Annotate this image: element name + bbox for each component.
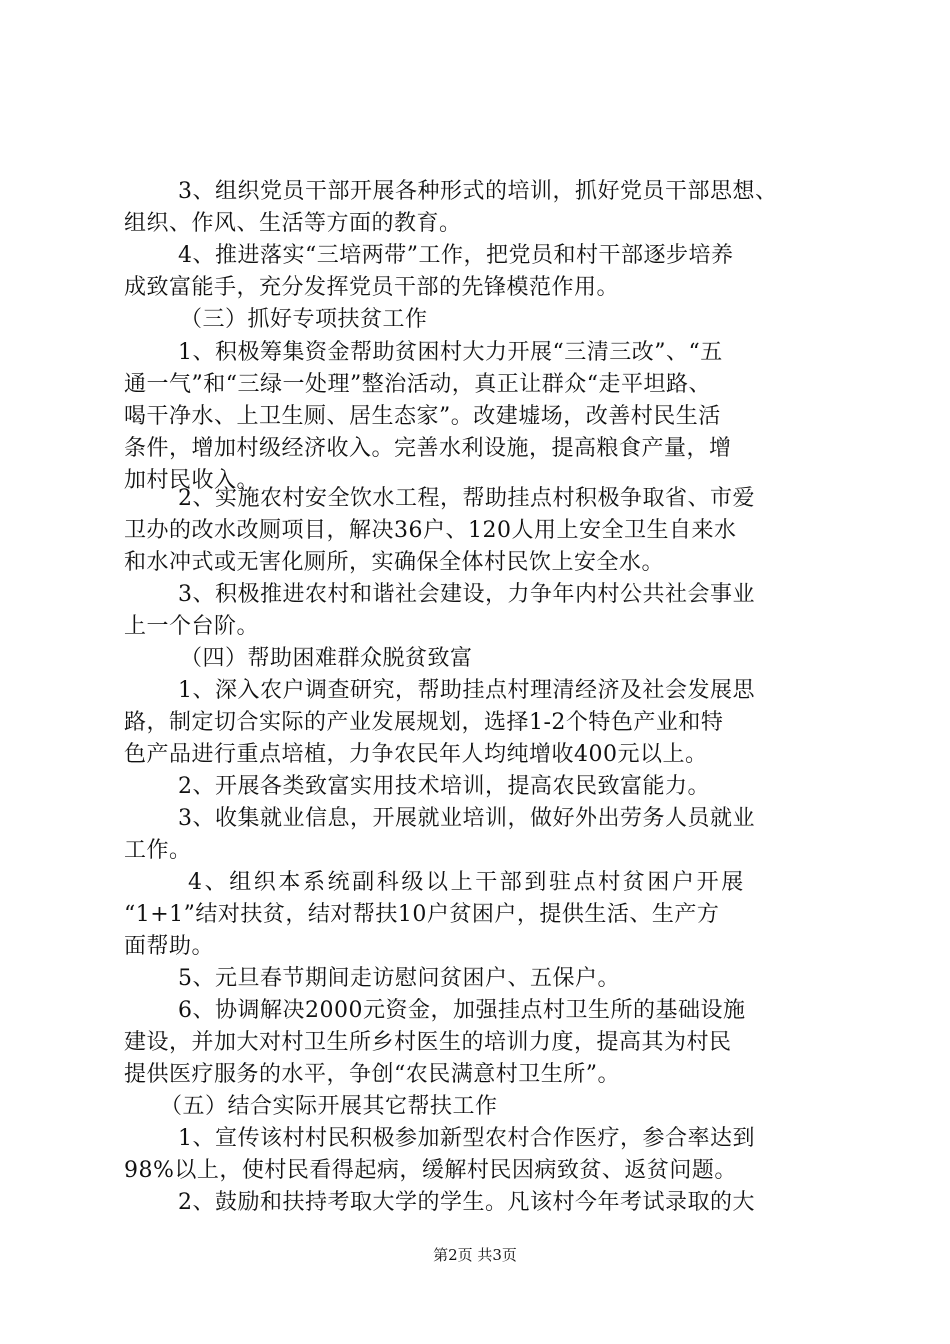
text-line: “1+1”结对扶贫，结对帮扶10户贫困户，提供生活、生产方 <box>124 902 720 927</box>
text-line: 成致富能手，充分发挥党员干部的先锋模范作用。 <box>124 275 620 300</box>
text-line: 1、深入农户调查研究，帮助挂点村理清经济及社会发展思 <box>178 678 755 703</box>
text-line: 6、协调解决2000元资金，加强挂点村卫生所的基础设施 <box>178 998 746 1023</box>
section-heading: （四）帮助困难群众脱贫致富 <box>180 646 473 671</box>
text-line: 2、实施农村安全饮水工程，帮助挂点村积极争取省、市爱 <box>178 486 755 511</box>
text-line: 3、组织党员干部开展各种形式的培训，抓好党员干部思想、 <box>178 179 778 204</box>
text-line: 加村民收入。 <box>124 468 260 493</box>
section-heading: （三）抓好专项扶贫工作 <box>180 307 428 332</box>
text-line: 1、宣传该村村民积极参加新型农村合作医疗，参合率达到 <box>178 1126 755 1151</box>
text-line: 建设，并加大对村卫生所乡村医生的培训力度，提高其为村民 <box>124 1030 732 1055</box>
text-line: 卫办的改水改厕项目，解决36户、120人用上安全卫生自来水 <box>124 518 737 543</box>
text-line: 4、组织本系统副科级以上干部到驻点村贫困户开展 <box>188 870 746 895</box>
page-footer: 第2页 共3页 <box>433 1246 517 1264</box>
text-line: 色产品进行重点培植，力争农民年人均纯增收400元以上。 <box>124 742 708 767</box>
text-line: 和水冲式或无害化厕所，实确保全体村民饮上安全水。 <box>124 550 665 575</box>
text-line: 2、开展各类致富实用技术培训，提高农民致富能力。 <box>178 774 710 799</box>
text-line: 3、收集就业信息，开展就业培训，做好外出劳务人员就业 <box>178 806 755 831</box>
text-line: 98%以上，使村民看得起病，缓解村民因病致贫、返贫问题。 <box>124 1158 737 1183</box>
text-line: 上一个台阶。 <box>124 614 260 639</box>
text-line: 5、元旦春节期间走访慰问贫困户、五保户。 <box>178 966 620 991</box>
text-line: 工作。 <box>124 838 192 863</box>
text-line: 1、积极筹集资金帮助贫困村大力开展“三清三改”、“五 <box>178 340 723 365</box>
text-line: 条件，增加村级经济收入。完善水利设施，提高粮食产量，增 <box>124 436 732 461</box>
text-line: 喝干净水、上卫生厕、居生态家”。改建墟场，改善村民生活 <box>124 404 721 429</box>
text-line: 通一气”和“三绿一处理”整治活动，真正让群众“走平坦路、 <box>124 372 711 397</box>
text-line: 路，制定切合实际的产业发展规划，选择1-2个特色产业和特 <box>124 710 724 735</box>
text-line: 3、积极推进农村和谐社会建设，力争年内村公共社会事业 <box>178 582 755 607</box>
text-line: 组织、作风、生活等方面的教育。 <box>124 211 462 236</box>
text-line: 面帮助。 <box>124 934 215 959</box>
text-line: 4、推进落实“三培两带”工作，把党员和村干部逐步培养 <box>178 243 734 268</box>
text-line: 提供医疗服务的水平，争创“农民满意村卫生所”。 <box>124 1062 620 1087</box>
text-line: 2、鼓励和扶持考取大学的学生。凡该村今年考试录取的大 <box>178 1190 755 1215</box>
section-heading: （五）结合实际开展其它帮扶工作 <box>160 1094 498 1119</box>
